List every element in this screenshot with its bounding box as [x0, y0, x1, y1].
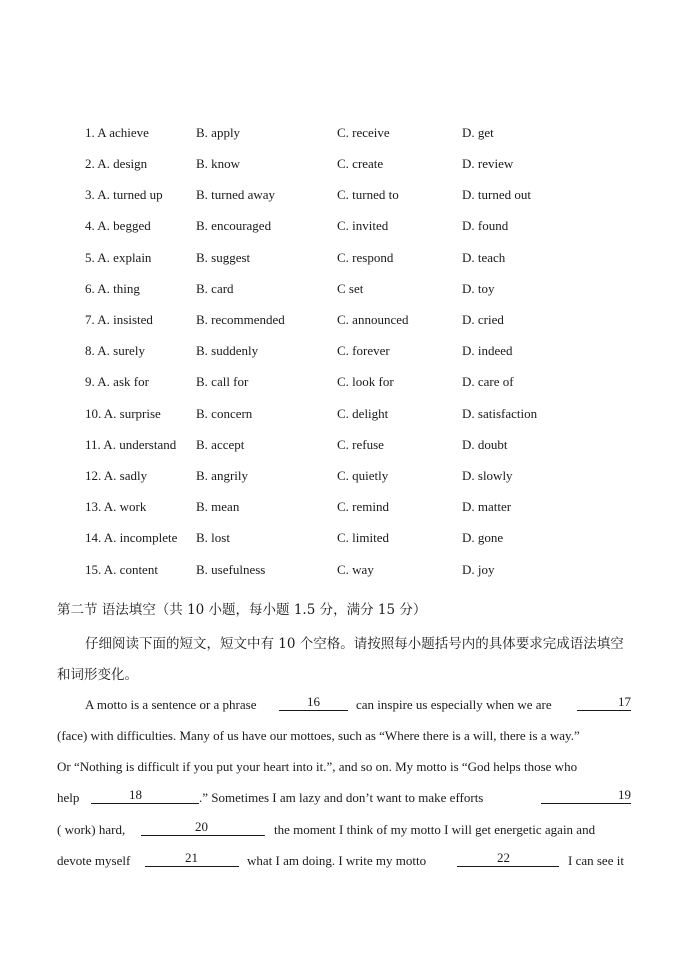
blank-number: 20 [195, 819, 208, 834]
blank-19[interactable] [541, 787, 631, 809]
passage-text: what I am doing. I write my motto [247, 853, 427, 868]
passage-line [356, 694, 552, 716]
option-a: 2. A. design [85, 156, 148, 171]
option-b: B. call for [196, 374, 249, 389]
section-title: 第二节 语法填空（共 10 小题，每小题 1.5 分，满分 15 分） [57, 602, 427, 618]
option-b: B. mean [196, 499, 240, 514]
passage-line [274, 819, 595, 841]
option-b: B. concern [196, 406, 253, 421]
option-row [0, 404, 688, 424]
option-a: 9. A. ask for [85, 374, 149, 389]
passage-line [57, 756, 577, 778]
passage-line [568, 850, 624, 872]
option-b: B. card [196, 281, 234, 296]
option-b: B. accept [196, 437, 245, 452]
option-row [0, 310, 688, 330]
blank-21[interactable] [145, 850, 239, 872]
option-a: 11. A. understand [85, 437, 177, 452]
option-d: D. cried [462, 312, 504, 327]
passage-text: I can see it [568, 853, 624, 868]
passage-text: devote myself [57, 853, 131, 868]
option-c: C. way [337, 562, 374, 577]
option-a: 12. A. sadly [85, 468, 148, 483]
option-d: D. satisfaction [462, 406, 538, 421]
option-a: 4. A. begged [85, 218, 151, 233]
option-b: B. angrily [196, 468, 248, 483]
option-c: C. refuse [337, 437, 384, 452]
passage-text: the moment I think of my motto I will get energetic again and [274, 822, 596, 837]
option-row [0, 372, 688, 392]
option-row [0, 528, 688, 548]
option-row [0, 216, 688, 236]
option-a: 15. A. content [85, 562, 158, 577]
blank-number: 17 [618, 694, 631, 709]
blank-16[interactable] [279, 694, 348, 716]
passage-line [57, 725, 580, 747]
option-a: 6. A. thing [85, 281, 140, 296]
option-d: D. review [462, 156, 514, 171]
passage-line [57, 819, 125, 841]
option-c: C. remind [337, 499, 389, 514]
option-b: B. apply [196, 125, 241, 140]
option-c: C. announced [337, 312, 409, 327]
blank-number: 16 [307, 694, 320, 709]
option-b: B. know [196, 156, 241, 171]
option-d: D. matter [462, 499, 512, 514]
option-b: B. suggest [196, 250, 251, 265]
option-a: 14. A. incomplete [85, 530, 178, 545]
option-a: 5. A. explain [85, 250, 152, 265]
option-c: C. receive [337, 125, 390, 140]
blank-number: 21 [185, 850, 198, 865]
option-row [0, 123, 688, 143]
option-b: B. turned away [196, 187, 276, 202]
option-c: C. respond [337, 250, 394, 265]
passage-text: help [57, 790, 80, 805]
option-b: B. recommended [196, 312, 285, 327]
option-row [0, 466, 688, 486]
option-d: D. teach [462, 250, 506, 265]
blank-number: 22 [497, 850, 510, 865]
option-c: C. create [337, 156, 384, 171]
option-d: D. indeed [462, 343, 513, 358]
option-c: C. invited [337, 218, 389, 233]
option-b: B. usefulness [196, 562, 266, 577]
blank-number: 19 [618, 787, 631, 802]
option-d: D. care of [462, 374, 514, 389]
option-b: B. lost [196, 530, 230, 545]
passage-line [85, 694, 256, 716]
option-row [0, 154, 688, 174]
instructions: 仔细阅读下面的短文，短文中有 10 个空格。请按照每小题括号内的具体要求完成语法填空和词形变化。 [57, 636, 624, 683]
blank-20[interactable] [141, 819, 265, 841]
option-a: 3. A. turned up [85, 187, 163, 202]
option-d: D. turned out [462, 187, 531, 202]
passage-line [57, 850, 130, 872]
passage-text: can inspire us especially when we are [356, 697, 552, 712]
option-row [0, 497, 688, 517]
option-d: D. found [462, 218, 509, 233]
blank-number: 18 [129, 787, 142, 802]
option-row [0, 435, 688, 455]
option-a: 7. A. insisted [85, 312, 153, 327]
blank-17[interactable] [577, 694, 631, 716]
option-d: D. joy [462, 562, 495, 577]
option-row [0, 279, 688, 299]
option-c: C. forever [337, 343, 390, 358]
passage-text: ( work) hard, [57, 822, 126, 837]
option-c: C. quietly [337, 468, 389, 483]
option-d: D. get [462, 125, 494, 140]
blank-18[interactable] [91, 787, 199, 809]
option-row [0, 185, 688, 205]
passage-text: A motto is a sentence or a phrase [85, 697, 257, 712]
option-b: B. encouraged [196, 218, 272, 233]
passage-line [57, 787, 79, 809]
option-row [0, 341, 688, 361]
passage-text: (face) with difficulties. Many of us have our mottoes, such as “Where there is a will, there is a way.” [57, 728, 580, 743]
option-a: 1. A achieve [85, 125, 149, 140]
option-c: C. turned to [337, 187, 399, 202]
passage-line [247, 850, 426, 872]
option-c: C set [337, 281, 364, 296]
option-c: C. limited [337, 530, 389, 545]
passage-text: Or “Nothing is difficult if you put your heart into it.”, and so on. My motto is “God helps those who [57, 759, 578, 774]
option-b: B. suddenly [196, 343, 259, 358]
option-c: C. look for [337, 374, 394, 389]
passage-line [199, 787, 483, 809]
option-a: 10. A. surprise [85, 406, 161, 421]
option-c: C. delight [337, 406, 389, 421]
option-row [0, 560, 688, 580]
option-d: D. gone [462, 530, 504, 545]
blank-22[interactable] [457, 850, 559, 872]
passage-text: .” Sometimes I am lazy and don’t want to make efforts [199, 790, 484, 805]
option-row [0, 248, 688, 268]
option-d: D. slowly [462, 468, 513, 483]
option-a: 8. A. surely [85, 343, 145, 358]
option-d: D. toy [462, 281, 495, 296]
option-d: D. doubt [462, 437, 508, 452]
option-a: 13. A. work [85, 499, 147, 514]
